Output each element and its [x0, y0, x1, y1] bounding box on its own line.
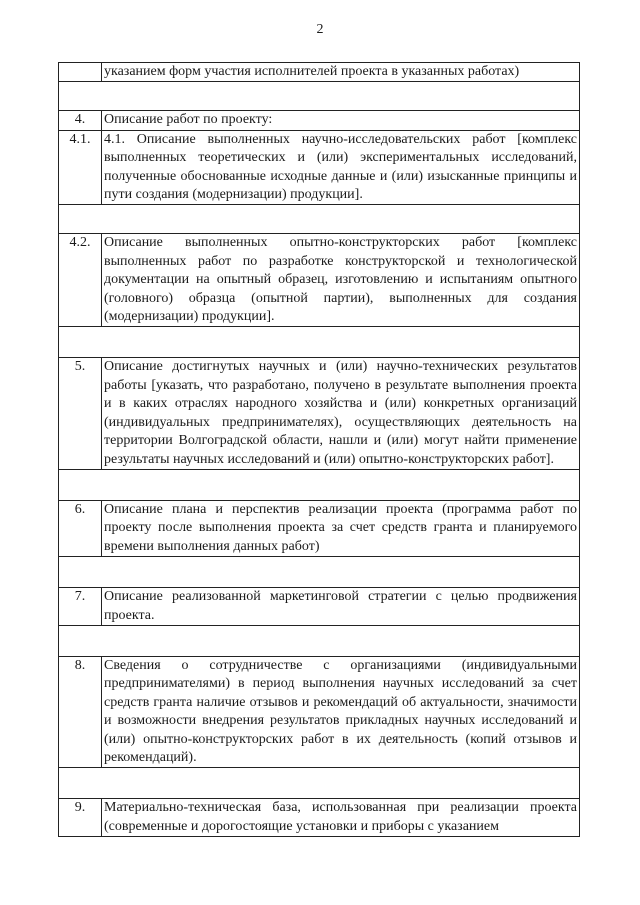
blank-row	[59, 469, 580, 500]
blank-row	[59, 768, 580, 799]
row-text: Описание реализованной маркетинговой стратегии с целью продвижения проекта.	[102, 588, 580, 626]
blank-cell	[59, 557, 580, 588]
blank-row	[59, 82, 580, 111]
row-number: 9.	[59, 799, 102, 837]
blank-cell	[59, 625, 580, 656]
row-text: Сведения о сотрудничестве с организациями (индивидуальными предпринимателями) в период выполнения научных исследований за счет средств гранта наличие отзывов и рекомендаций об актуальности, значимости и возможности внедрения результатов прикладных научных исследований и (или) опытно-конструкторских работ в их деятельность (копий отзывов и рекомендаций).	[102, 656, 580, 767]
row-number: 7.	[59, 588, 102, 626]
table-row	[59, 111, 580, 130]
table-row	[59, 234, 580, 327]
row-text: Описание работ по проекту:	[102, 111, 580, 130]
row-number: 4.	[59, 111, 102, 130]
table-row	[59, 130, 580, 205]
row-text: 4.1. Описание выполненных научно-исследовательских работ [комплекс выполненных теоретических и (или) экспериментальных исследований, полученные обоснованные исходные данные и (или) изысканные принципы и пути создания (модернизации) продукции].	[102, 130, 580, 205]
table-row	[59, 500, 580, 556]
row-text: Описание достигнутых научных и (или) научно-технических результатов работы [указать, что разработано, получено в результате выполнения проекта и в каких отраслях народного хозяйства и (или) конкретных организаций (индивидуальных предпринимателях), осуществляющих деятельность на территории Волгоградской области, нашли и (или) могут найти применение результаты научных исследований и (или) опытно-конструкторских работ].	[102, 358, 580, 469]
row-text: Описание плана и перспектив реализации проекта (программа работ по проекту после выполнения проекта за счет средств гранта и планируемого времени выполнения данных работ)	[102, 500, 580, 556]
blank-row	[59, 327, 580, 358]
blank-cell	[59, 768, 580, 799]
blank-row	[59, 205, 580, 234]
blank-row	[59, 557, 580, 588]
row-number: 4.1.	[59, 130, 102, 205]
blank-cell	[59, 205, 580, 234]
row-text: Материально-техническая база, использованная при реализации проекта (современные и дорогостоящие установки и приборы с указанием	[102, 799, 580, 837]
table-row	[59, 799, 580, 837]
blank-cell	[59, 469, 580, 500]
report-form-table	[58, 62, 580, 837]
blank-row	[59, 625, 580, 656]
table-row	[59, 588, 580, 626]
row-number: 8.	[59, 656, 102, 767]
row-text: указанием форм участия исполнителей проекта в указанных работах)	[102, 63, 580, 82]
row-number: 5.	[59, 358, 102, 469]
row-number: 4.2.	[59, 234, 102, 327]
row-number	[59, 63, 102, 82]
table-row	[59, 656, 580, 767]
row-text: Описание выполненных опытно-конструкторских работ [комплекс выполненных работ по разработке конструкторской и технологической документации на опытный образец, изготовлению и испытаниям опытного (головного) образца (опытной партии), выполненных для создания (модернизации) продукции].	[102, 234, 580, 327]
page-number: 2	[316, 22, 324, 37]
table-row	[59, 358, 580, 469]
table-row	[59, 63, 580, 82]
blank-cell	[59, 82, 580, 111]
row-number: 6.	[59, 500, 102, 556]
blank-cell	[59, 327, 580, 358]
